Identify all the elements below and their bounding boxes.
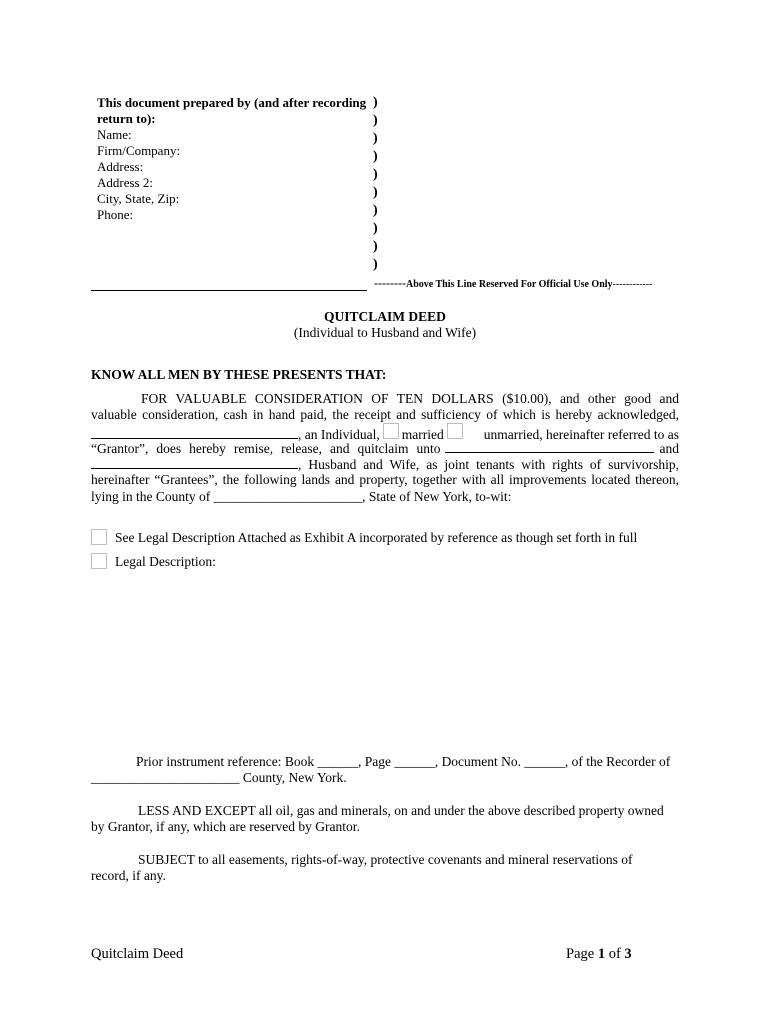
paren: ) — [373, 167, 378, 182]
state-text: , State of New York, to-wit: — [362, 489, 512, 504]
county-lead-text: lying in the County of — [91, 489, 211, 504]
married-checkbox[interactable] — [383, 423, 399, 439]
current-page: 1 — [597, 946, 606, 962]
footer-document-name: Quitclaim Deed — [91, 946, 184, 962]
legal-description-checkbox[interactable] — [91, 553, 107, 569]
know-all-men-heading: KNOW ALL MEN BY THESE PRESENTS THAT: — [91, 367, 387, 382]
preparer-address-label: Address: — [97, 159, 144, 174]
subject-to-line-1: SUBJECT to all easements, rights-of-way, protective covenants and mineral reservations of — [138, 852, 633, 867]
total-pages: 3 — [624, 946, 632, 962]
and-text: and — [659, 441, 679, 456]
consideration-line-6: hereinafter “Grantees”, the following lands and property, together with all improvements located thereon, — [91, 472, 679, 487]
married-label: married — [401, 427, 444, 442]
consideration-line-4 — [91, 440, 679, 458]
less-except-line-1: LESS AND EXCEPT all oil, gas and minerals, on and under the above described property owned — [138, 803, 664, 818]
paren: ) — [373, 185, 378, 200]
preparer-address2-label: Address 2: — [97, 175, 153, 190]
preparer-city-label: City, State, Zip: — [97, 191, 180, 206]
prior-instrument-line-2 — [91, 770, 679, 787]
unmarried-checkbox[interactable] — [447, 423, 463, 439]
prior-instrument-line-1: Prior instrument reference: Book ______, Page ______, Document No. ______, of the Recorder of — [136, 754, 671, 769]
preparer-title-line1: This document prepared by (and after recording — [97, 95, 367, 110]
legal-description-option-row — [91, 553, 216, 570]
deed-subtitle: (Individual to Husband and Wife) — [293, 325, 477, 340]
reserved-text: Above This Line Reserved For Official Use Only — [405, 279, 613, 290]
county-blank[interactable]: ______________________ — [213, 489, 363, 504]
consideration-line-7 — [91, 489, 679, 506]
footer-page-number — [566, 946, 632, 963]
husband-wife-text: , Husband and Wife, as joint tenants with rights of survivorship, — [298, 457, 679, 472]
quitclaim-unto-text: “Grantor”, does hereby remise, release, and quitclaim unto — [91, 441, 441, 456]
consideration-line-1: FOR VALUABLE CONSIDERATION OF TEN DOLLARS ($10.00), and other good and — [141, 391, 679, 406]
paren: ) — [373, 239, 378, 254]
preparer-separator-line — [91, 290, 367, 291]
preparer-parentheses — [373, 94, 383, 274]
reserved-dash-lead: -------- — [374, 276, 406, 290]
grantee2-name-blank[interactable] — [91, 456, 298, 469]
grantor-name-blank[interactable] — [91, 426, 298, 439]
preparer-phone-label: Phone: — [97, 207, 134, 222]
preparer-block — [97, 95, 367, 223]
exhibit-option-row — [91, 529, 637, 546]
page-word: Page — [566, 946, 595, 962]
preparer-title-line2: return to): — [97, 111, 156, 126]
consideration-line-5 — [91, 456, 679, 474]
paren: ) — [373, 95, 378, 110]
reserved-notice — [374, 276, 653, 291]
grantee1-name-blank[interactable] — [445, 440, 654, 453]
consideration-line-2: valuable consideration, cash in hand paid, the receipt and sufficiency of which is hereby acknowledged, — [91, 407, 679, 422]
paren: ) — [373, 203, 378, 218]
prior-county-blank[interactable]: ______________________ — [91, 770, 240, 785]
exhibit-checkbox[interactable] — [91, 529, 107, 545]
legal-description-label: Legal Description: — [115, 554, 216, 569]
unmarried-label: unmarried, hereinafter referred to as — [483, 427, 679, 442]
individual-text: , an Individual, — [298, 427, 380, 442]
preparer-firm-label: Firm/Company: — [97, 143, 181, 158]
paren: ) — [373, 149, 378, 164]
reserved-dash-tail: ------------ — [612, 279, 653, 290]
preparer-name-label: Name: — [97, 127, 132, 142]
prior-county-text: County, New York. — [239, 770, 347, 785]
paren: ) — [373, 257, 378, 272]
subject-to-line-2: record, if any. — [91, 868, 166, 883]
of-word: of — [608, 946, 621, 962]
less-except-line-2: by Grantor, if any, which are reserved by Grantor. — [91, 819, 360, 834]
paren: ) — [373, 131, 378, 146]
exhibit-label: See Legal Description Attached as Exhibit A incorporated by reference as though set forth in full — [115, 530, 638, 545]
paren: ) — [373, 113, 378, 128]
paren: ) — [373, 221, 378, 236]
deed-title: QUITCLAIM DEED — [324, 309, 446, 324]
